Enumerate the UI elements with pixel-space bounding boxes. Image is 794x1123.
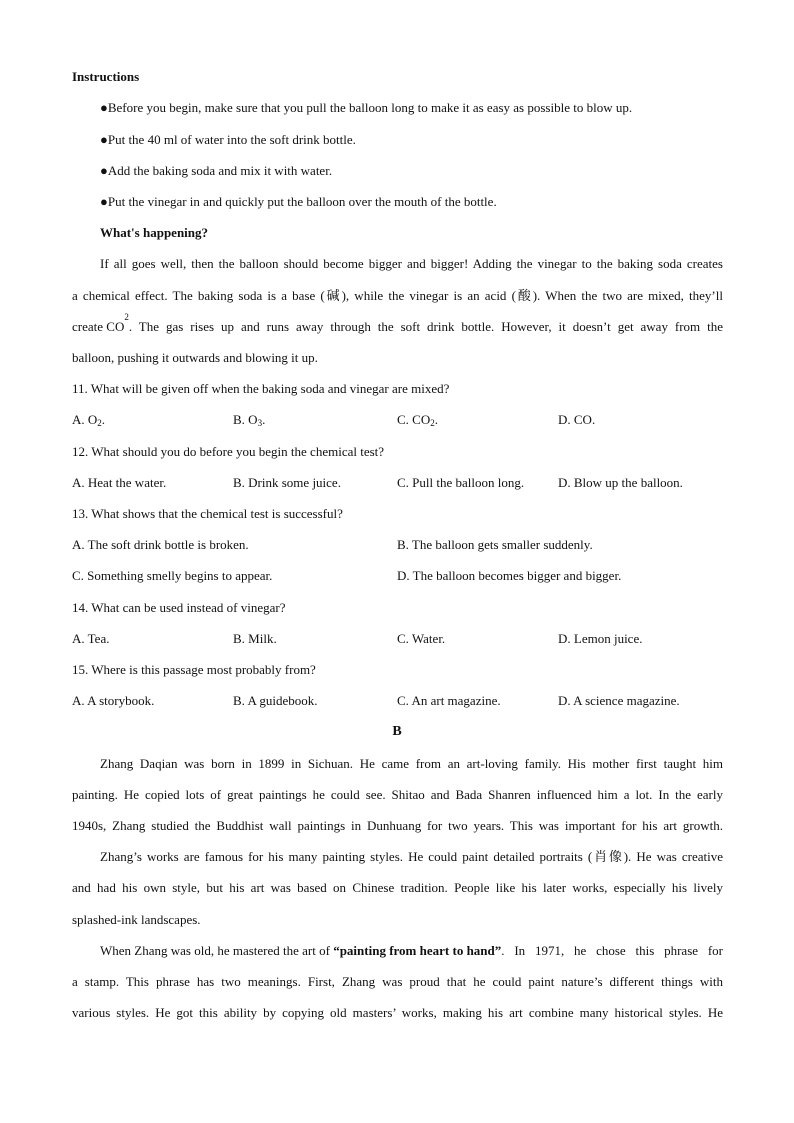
paragraph-line: a chemical effect. The baking soda is a base (碱), while the vinegar is an acid (酸). When the two are mixed, they’ll: [72, 288, 723, 303]
q15-option-b: B. A guidebook.: [233, 693, 318, 708]
q15-option-a: A. A storybook.: [72, 693, 155, 708]
q13-option-c: C. Something smelly begins to appear.: [72, 568, 273, 583]
paragraph-line-end: . In 1971, he chose this phrase for: [501, 943, 723, 958]
instruction-item: ●Add the baking soda and mix it with water.: [100, 163, 333, 178]
q15-option-d: D. A science magazine.: [558, 693, 680, 708]
paragraph-line: various styles. He got this ability by copying old masters’ works, making his art combine many historical styles. He: [72, 1005, 723, 1020]
instruction-item: ●Put the 40 ml of water into the soft drink bottle.: [100, 132, 356, 147]
paragraph-line: painting. He copied lots of great paintings he could see. Shitao and Bada Shanren influenced him a lot. In the early: [72, 787, 723, 802]
question-13: 13. What shows that the chemical test is successful?: [72, 506, 343, 521]
question-14: 14. What can be used instead of vinegar?: [72, 600, 286, 615]
q12-option-b: B. Drink some juice.: [233, 475, 341, 490]
q12-option-d: D. Blow up the balloon.: [558, 475, 683, 490]
q11-option-c: C. $CO_2$.: [397, 412, 438, 428]
q14-option-d: D. Lemon juice.: [558, 631, 643, 646]
instructions-heading: Instructions: [72, 69, 140, 84]
paragraph-line: [100, 941, 723, 960]
q12-option-a: A. Heat the water.: [72, 475, 167, 490]
paragraph-line: a stamp. This phrase has two meanings. First, Zhang was proud that he could paint nature’s different things with: [72, 974, 723, 989]
paragraph-line: splashed-ink landscapes.: [72, 912, 201, 927]
q13-option-b: B. The balloon gets smaller suddenly.: [397, 537, 593, 552]
q15-option-c: C. An art magazine.: [397, 693, 501, 708]
q14-option-c: C. Water.: [397, 631, 446, 646]
co2-subscript: 2: [124, 312, 129, 322]
paragraph-line: and had his own style, but his art was based on Chinese tradition. People like his later works, especially his lively: [72, 880, 723, 895]
instruction-item: ●Put the vinegar in and quickly put the balloon over the mouth of the bottle.: [100, 194, 497, 209]
q12-option-c: C. Pull the balloon long.: [397, 475, 525, 490]
paragraph-line-start: When Zhang was old, he mastered the art of: [100, 943, 334, 958]
instruction-item: ●Before you begin, make sure that you pull the balloon long to make it as easy as possible to blow up.: [100, 100, 633, 115]
paragraph-line: 1940s, Zhang studied the Buddhist wall paintings in Dunhuang for two years. This was important for his art growth.: [72, 818, 723, 833]
paragraph-line: Zhang Daqian was born in 1899 in Sichuan. He came from an art-loving family. His mother first taught him: [100, 756, 723, 771]
co2-text: create CO: [72, 319, 125, 334]
paragraph-line: If all goes well, then the balloon should become bigger and bigger! Adding the vinegar to the baking soda creates: [100, 256, 723, 271]
q14-option-b: B. Milk.: [233, 631, 277, 646]
paragraph-line: Zhang’s works are famous for his many painting styles. He could paint detailed portraits (肖像). He was creative: [100, 849, 723, 864]
whats-happening-heading: What's happening?: [100, 225, 209, 240]
question-11: 11. What will be given off when the baking soda and vinegar are mixed?: [72, 381, 450, 396]
q13-option-a: A. The soft drink bottle is broken.: [72, 537, 249, 552]
paragraph-line: [72, 312, 723, 336]
q11-option-d: D. CO.: [558, 412, 596, 427]
section-b-heading: B: [392, 724, 402, 739]
q11-option-b: B. $O_3$.: [233, 412, 266, 428]
q14-option-a: A. Tea.: [72, 631, 110, 646]
question-12: 12. What should you do before you begin the chemical test?: [72, 444, 385, 459]
paragraph-line-rest: . The gas rises up and runs away through the soft drink bottle. However, it doesn’t get away from the: [128, 319, 723, 334]
quoted-phrase: “painting from heart to hand”: [333, 943, 502, 958]
q11-option-a: A. $O_2$.: [72, 412, 106, 428]
q13-option-d: D. The balloon becomes bigger and bigger.: [397, 568, 622, 583]
question-15: 15. Where is this passage most probably from?: [72, 662, 316, 677]
paragraph-line: balloon, pushing it outwards and blowing it up.: [72, 350, 318, 365]
